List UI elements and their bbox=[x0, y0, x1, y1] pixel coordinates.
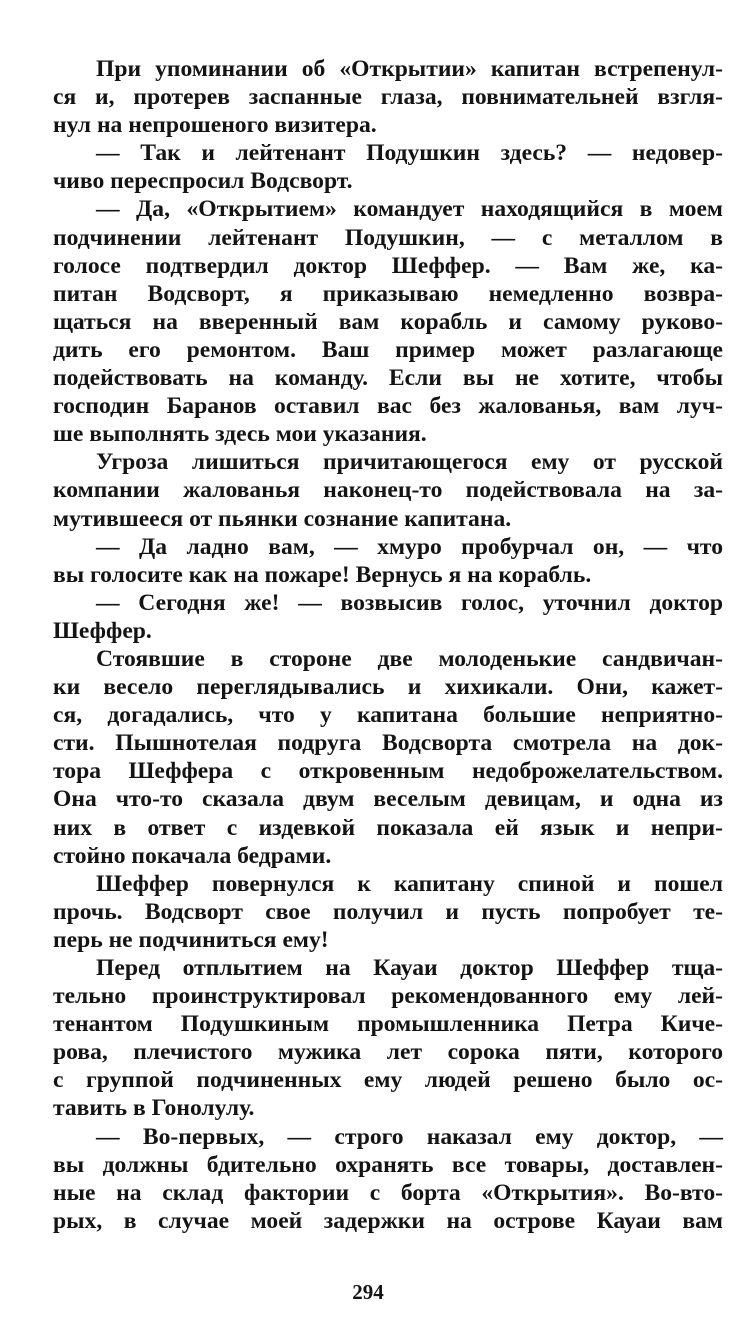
text-line: дить его ремонтом. Ваш пример может разлагающе bbox=[53, 336, 723, 363]
text-line: ше выполнять здесь мои указания. bbox=[53, 421, 427, 448]
text-line: — Да ладно вам, — хмуро пробурчал он, — что bbox=[96, 533, 723, 560]
text-line: Шеффер повернулся к капитану спиной и пошел bbox=[96, 870, 723, 897]
text-line: с группой подчиненных ему людей решено было ос- bbox=[53, 1067, 723, 1094]
text-line: нул на непрошеного визитера. bbox=[53, 112, 377, 139]
page-text-column bbox=[53, 55, 723, 1235]
text-line: тельно проинструктировал рекомендованного ему лей- bbox=[53, 983, 723, 1010]
text-line: ся и, протерев заспанные глаза, повнимательней взгля- bbox=[53, 84, 723, 111]
text-line: сти. Пышнотелая подруга Водсворта смотрела на док- bbox=[53, 730, 723, 757]
text-line: господин Баранов оставил вас без жалованья, вам луч- bbox=[53, 393, 723, 420]
text-line: рова, плечистого мужика лет сорока пяти, которого bbox=[53, 1039, 723, 1066]
text-line: Шеффер. bbox=[53, 617, 152, 644]
text-line: вы должны бдительно охранять все товары, доставлен- bbox=[53, 1151, 723, 1178]
text-line: вы голосите как на пожаре! Вернусь я на корабль. bbox=[53, 561, 592, 588]
text-line: Стоявшие в стороне две молоденькие сандвичан- bbox=[96, 645, 723, 672]
text-line: питан Водсворт, я приказываю немедленно возвра- bbox=[53, 280, 723, 307]
paragraph bbox=[53, 139, 723, 195]
text-line: мутившееся от пьянки сознание капитана. bbox=[53, 505, 512, 532]
paragraph bbox=[53, 870, 723, 954]
text-line: При упоминании об «Открытии» капитан встрепенул- bbox=[96, 56, 723, 82]
text-line: щаться на вверенный вам корабль и самому руково- bbox=[53, 308, 723, 335]
text-line: чиво переспросил Водсворт. bbox=[53, 168, 353, 195]
text-line: перь не подчиниться ему! bbox=[53, 926, 329, 953]
text-line: тавить в Гонолулу. bbox=[53, 1095, 255, 1122]
paragraph bbox=[53, 1123, 723, 1235]
paragraph bbox=[53, 448, 723, 532]
text-line: Угроза лишиться причитающегося ему от русской bbox=[96, 449, 723, 476]
paragraph bbox=[53, 533, 723, 589]
text-line: подчинении лейтенант Подушкин, — с металлом в bbox=[53, 224, 723, 251]
paragraph bbox=[53, 195, 723, 448]
text-line: Перед отплытием на Кауаи доктор Шеффер тща- bbox=[96, 955, 723, 981]
text-line: них в ответ с издевкой показала ей язык и непри- bbox=[53, 814, 723, 841]
paragraph bbox=[53, 954, 723, 1123]
text-line: — Во-первых, — строго наказал ему доктор, — bbox=[96, 1123, 723, 1150]
paragraph bbox=[53, 589, 723, 645]
text-line: ки весело переглядывались и хихикали. Они, кажет- bbox=[53, 674, 723, 701]
text-line: тенантом Подушкиным промышленника Петра Киче- bbox=[53, 1011, 723, 1038]
text-line: — Так и лейтенант Подушкин здесь? — недовер- bbox=[96, 140, 723, 167]
paragraph bbox=[53, 55, 723, 139]
text-line: ные на склад фактории с борта «Открытия». Во-вто- bbox=[53, 1179, 723, 1206]
text-line: прочь. Водсворт свое получил и пусть попробует те- bbox=[53, 898, 723, 925]
text-line: тора Шеффера с откровенным недоброжелательством. bbox=[53, 758, 723, 785]
text-line: Она что-то сказала двум веселым девицам, и одна из bbox=[53, 786, 723, 813]
page-number: 294 bbox=[352, 1280, 384, 1304]
text-line: подействовать на команду. Если вы не хотите, чтобы bbox=[53, 365, 723, 392]
text-line: рых, в случае моей задержки на острове Кауаи вам bbox=[53, 1207, 723, 1234]
text-line: — Сегодня же! — возвысив голос, уточнил доктор bbox=[96, 589, 723, 616]
text-line: — Да, «Открытием» командует находящийся в моем bbox=[96, 196, 723, 223]
text-line: стойно покачала бедрами. bbox=[53, 842, 332, 869]
text-line: ся, догадались, что у капитана большие неприятно- bbox=[53, 702, 723, 729]
text-line: компании жалованья наконец-то подействовала на за- bbox=[53, 477, 723, 504]
paragraph bbox=[53, 645, 723, 870]
text-line: голосе подтвердил доктор Шеффер. — Вам же, ка- bbox=[53, 252, 723, 279]
